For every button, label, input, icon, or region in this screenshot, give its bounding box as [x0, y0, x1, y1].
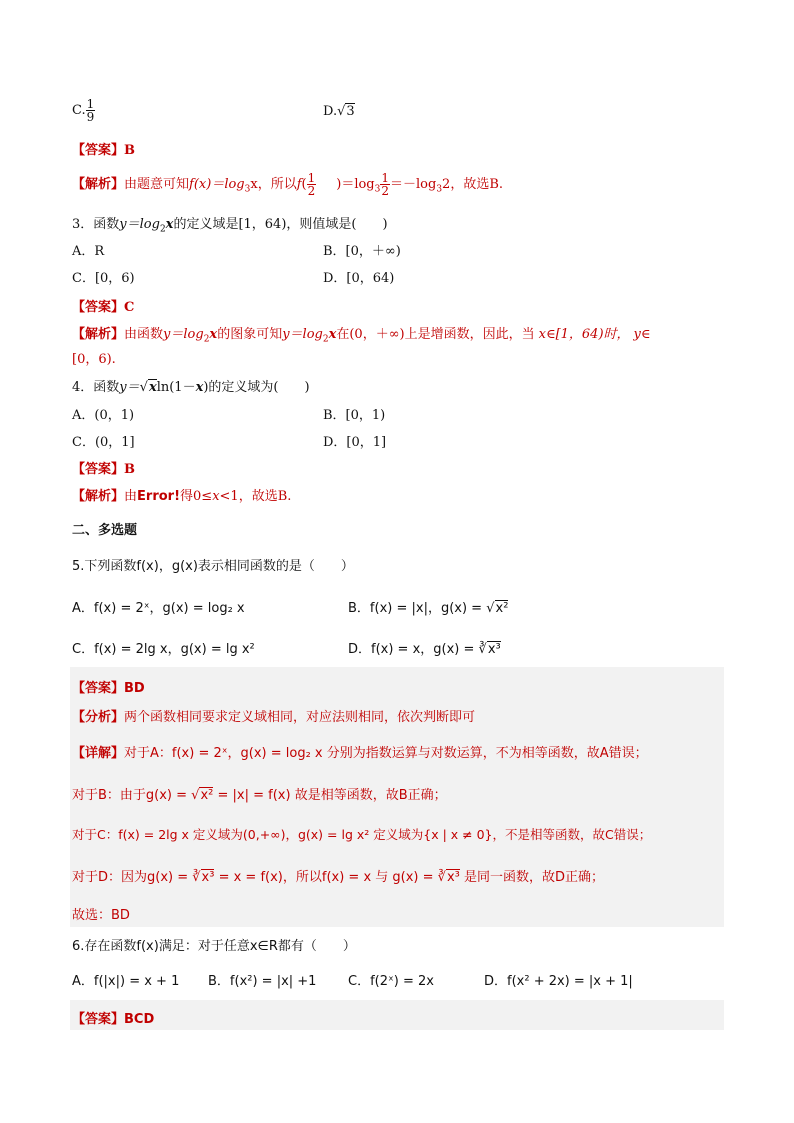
answer-value: B — [124, 462, 136, 477]
fraction — [380, 172, 390, 197]
q5-answer — [72, 677, 145, 696]
sqrt-radicand: x² — [495, 601, 509, 616]
sqrt-radicand: 3 — [346, 104, 355, 119]
text: 在(0，＋∞)上是增函数，因此，当 — [336, 327, 535, 342]
answer-tag: 【答案】 — [72, 1012, 125, 1027]
q5-detail-1 — [72, 742, 648, 761]
text: B．f(x) = |x|，g(x) = — [348, 601, 487, 616]
sqrt-symbol: √ — [139, 380, 148, 395]
q6-option-b: B．f(x²) = |x| +1 — [208, 974, 317, 989]
text: D．f(x) = x，g(x) = ∛ — [348, 642, 487, 657]
text: )的定义域为( ) — [203, 380, 310, 395]
text: 对于A：f(x) = 2ˣ，g(x) = log₂ x 分别为指数运算与对数运算，不为相等函数，故A错误； — [124, 746, 648, 761]
math: f(x)＝log — [189, 177, 245, 192]
q4-analysis — [72, 485, 291, 504]
q5-detail-5: 故选：BD — [72, 908, 130, 923]
answer-value: C — [124, 300, 135, 315]
subscript: 2 — [322, 334, 329, 345]
fraction-denominator: 2 — [307, 184, 316, 198]
sqrt-radicand: x³ — [487, 642, 501, 657]
q6-stem: 6.存在函数f(x)满足：对于任意x∈R都有（ ） — [72, 939, 356, 954]
text: 2，故选B. — [442, 177, 504, 192]
fraction-denominator: 2 — [381, 184, 389, 198]
text: = x = f(x)，所以f(x) = x 与 g(x) = ∛ — [214, 870, 446, 885]
sqrt-radicand: x³ — [201, 870, 215, 885]
math: x — [212, 489, 220, 504]
subscript: 3 — [244, 184, 251, 195]
q2-option-d — [323, 104, 355, 119]
q3-answer — [72, 296, 134, 315]
subscript: 2 — [159, 224, 166, 235]
subscript: 3 — [374, 184, 381, 195]
fraction-numerator: 1 — [381, 171, 389, 185]
text: 的定义域是[1，64)，则值域是( ) — [173, 217, 388, 232]
q3-option-b: B．[0，＋∞) — [323, 244, 401, 259]
fraction-numerator: 1 — [307, 171, 316, 185]
error-text: Error! — [137, 489, 181, 504]
math: x∈[1，64)时， — [538, 327, 630, 342]
q5-option-c: C．f(x) = 2lg x，g(x) = lg x² — [72, 642, 255, 657]
q6-option-d: D．f(x² + 2x) = |x + 1| — [484, 974, 633, 989]
q6-answer — [72, 1008, 154, 1027]
math: y＝log — [163, 327, 204, 342]
text: 对于D：因为g(x) = ∛ — [72, 870, 201, 885]
text: <1，故选B. — [219, 489, 292, 504]
q5-option-d — [348, 638, 501, 657]
math: ＝－log — [390, 177, 437, 192]
q3-option-d: D．[0，64) — [323, 271, 395, 286]
math: ln(1－ — [156, 380, 196, 395]
subscript: 2 — [203, 334, 210, 345]
text: 对于B：由于g(x) = — [72, 788, 192, 803]
option-label: C. — [72, 103, 86, 118]
q3-analysis-cont: [0，6). — [72, 352, 116, 367]
text: 由 — [124, 489, 138, 504]
q4-stem — [72, 376, 310, 395]
option-label: D. — [323, 104, 338, 119]
q5-option-a: A．f(x) = 2ˣ，g(x) = log₂ x — [72, 601, 245, 616]
analysis-tag: 【解析】 — [72, 489, 125, 504]
math: x — [328, 327, 337, 342]
fraction-denominator: 9 — [86, 110, 95, 124]
q5-detail-2 — [72, 784, 447, 803]
q4-option-a: A．(0，1) — [72, 408, 135, 423]
answer-tag: 【答案】 — [72, 681, 125, 696]
q5-fenxi — [72, 706, 475, 725]
math: y＝log — [282, 327, 323, 342]
q2-option-c — [72, 98, 95, 123]
text: = |x| = f(x) 故是相等函数，故B正确； — [213, 788, 447, 803]
sqrt-radicand: x² — [200, 788, 214, 803]
math: x — [165, 217, 174, 232]
sqrt-symbol: √ — [486, 601, 495, 616]
text: 由函数 — [124, 327, 164, 342]
text: 两个函数相同要求定义域相同，对应法则相同，依次判断即可 — [124, 710, 476, 725]
math: x — [195, 380, 204, 395]
text: 的图象可知 — [217, 327, 283, 342]
q5-stem: 5.下列函数f(x)，g(x)表示相同函数的是（ ） — [72, 559, 354, 574]
fraction — [307, 172, 317, 197]
fraction — [86, 98, 96, 123]
analysis-tag: 【分析】 — [72, 710, 125, 725]
text: x，所以 — [250, 177, 297, 192]
section-title: 二、多选题 — [72, 523, 138, 538]
q3-stem — [72, 213, 388, 235]
q4-answer — [72, 458, 135, 477]
math: f — [296, 177, 302, 192]
q4-option-b: B．[0，1) — [323, 408, 386, 423]
q4-option-d: D．[0，1] — [323, 435, 387, 450]
analysis-tag: 【详解】 — [72, 746, 125, 761]
q6-solution-block — [70, 1000, 724, 1030]
sqrt-radicand: x³ — [446, 870, 460, 885]
text: 是同一函数，故D正确； — [459, 870, 604, 885]
math: x — [209, 327, 218, 342]
text: 3．函数 — [72, 217, 120, 232]
q5-detail-3: 对于C：f(x) = 2lg x 定义域为(0,+∞)，g(x) = lg x² 定义域为{x | x ≠ 0}，不是相等函数，故C错误； — [72, 827, 652, 842]
answer-value: BD — [124, 681, 145, 696]
paren: ) — [336, 177, 342, 192]
analysis-tag: 【解析】 — [72, 327, 125, 342]
answer-tag: 【答案】 — [72, 143, 125, 158]
analysis-tag: 【解析】 — [72, 177, 125, 192]
text: 得0≤ — [180, 489, 213, 504]
sqrt-symbol: √ — [191, 788, 200, 803]
q3-option-a: A．R — [72, 244, 105, 259]
answer-tag: 【答案】 — [72, 462, 125, 477]
fraction-numerator: 1 — [86, 97, 95, 111]
subscript: 3 — [436, 184, 443, 195]
q6-option-a: A．f(|x|) = x + 1 — [72, 974, 180, 989]
math: ＝log — [341, 177, 375, 192]
q4-option-c: C．(0，1] — [72, 435, 135, 450]
answer-tag: 【答案】 — [72, 300, 125, 315]
text: 由题意可知 — [124, 177, 190, 192]
paren: ( — [301, 177, 307, 192]
q6-option-c: C．f(2ˣ) = 2x — [348, 974, 434, 989]
q2-answer — [72, 139, 135, 158]
math: y＝log — [119, 217, 160, 232]
q3-analysis — [72, 323, 651, 345]
text: 4．函数 — [72, 380, 120, 395]
q2-analysis — [72, 172, 503, 197]
answer-value: B — [124, 143, 136, 158]
sqrt-symbol: √ — [337, 104, 346, 119]
math: y∈ — [633, 327, 651, 342]
answer-value: BCD — [124, 1012, 155, 1027]
q5-detail-4 — [72, 866, 604, 885]
q3-option-c: C．[0，6) — [72, 271, 135, 286]
q5-option-b — [348, 597, 508, 616]
math: y＝ — [119, 380, 140, 395]
sqrt-radicand: x — [148, 380, 157, 395]
